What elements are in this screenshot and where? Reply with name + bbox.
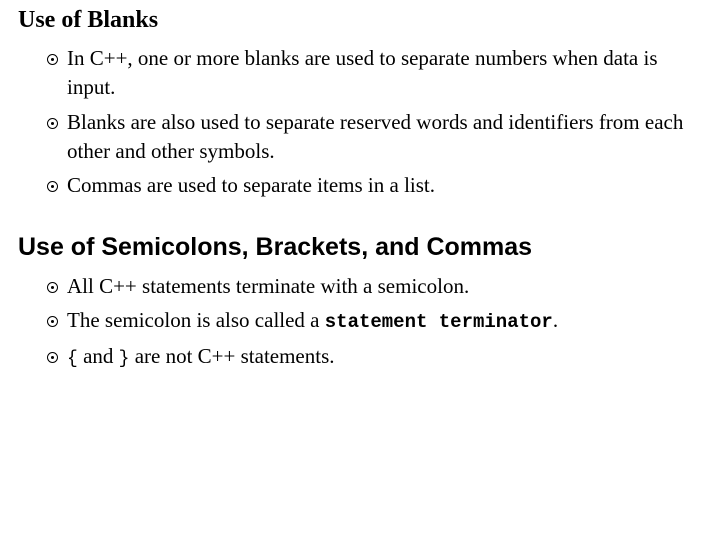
list-item	[0, 171, 720, 200]
list-item	[0, 306, 720, 337]
statement-terminator-term: statement terminator	[324, 311, 553, 333]
open-brace-code: {	[67, 349, 78, 369]
list-item-text: Blanks are also used to separate reserved words and identifiers from each other and other symbols.	[67, 110, 684, 163]
bullet-list-semicolons	[0, 272, 720, 379]
circle-dot-bullet-icon	[47, 282, 58, 293]
circle-dot-bullet-icon	[47, 54, 58, 65]
section-title-use-of-blanks: Use of Blanks	[18, 7, 159, 33]
list-item-text-after: are not C++ statements.	[129, 344, 335, 368]
list-item	[0, 108, 720, 166]
list-item-text: In C++, one or more blanks are used to separate numbers when data is input.	[67, 46, 658, 99]
circle-dot-bullet-icon	[47, 352, 58, 363]
section-title-semicolons-brackets-commas: Use of Semicolons, Brackets, and Commas	[18, 233, 533, 261]
close-brace-code: }	[118, 349, 130, 369]
circle-dot-bullet-icon	[47, 316, 58, 327]
circle-dot-bullet-icon	[47, 181, 58, 192]
list-item	[0, 44, 720, 102]
list-item-text-middle: and	[77, 344, 119, 368]
bullet-list-blanks	[0, 44, 720, 206]
list-item-text-before: The semicolon is also called a	[67, 308, 325, 332]
list-item	[0, 272, 720, 301]
list-item	[0, 342, 720, 374]
list-item-text: Commas are used to separate items in a list.	[67, 173, 435, 197]
list-item-text: All C++ statements terminate with a semicolon.	[67, 274, 470, 298]
circle-dot-bullet-icon	[47, 118, 58, 129]
list-item-text-after: .	[552, 308, 559, 332]
